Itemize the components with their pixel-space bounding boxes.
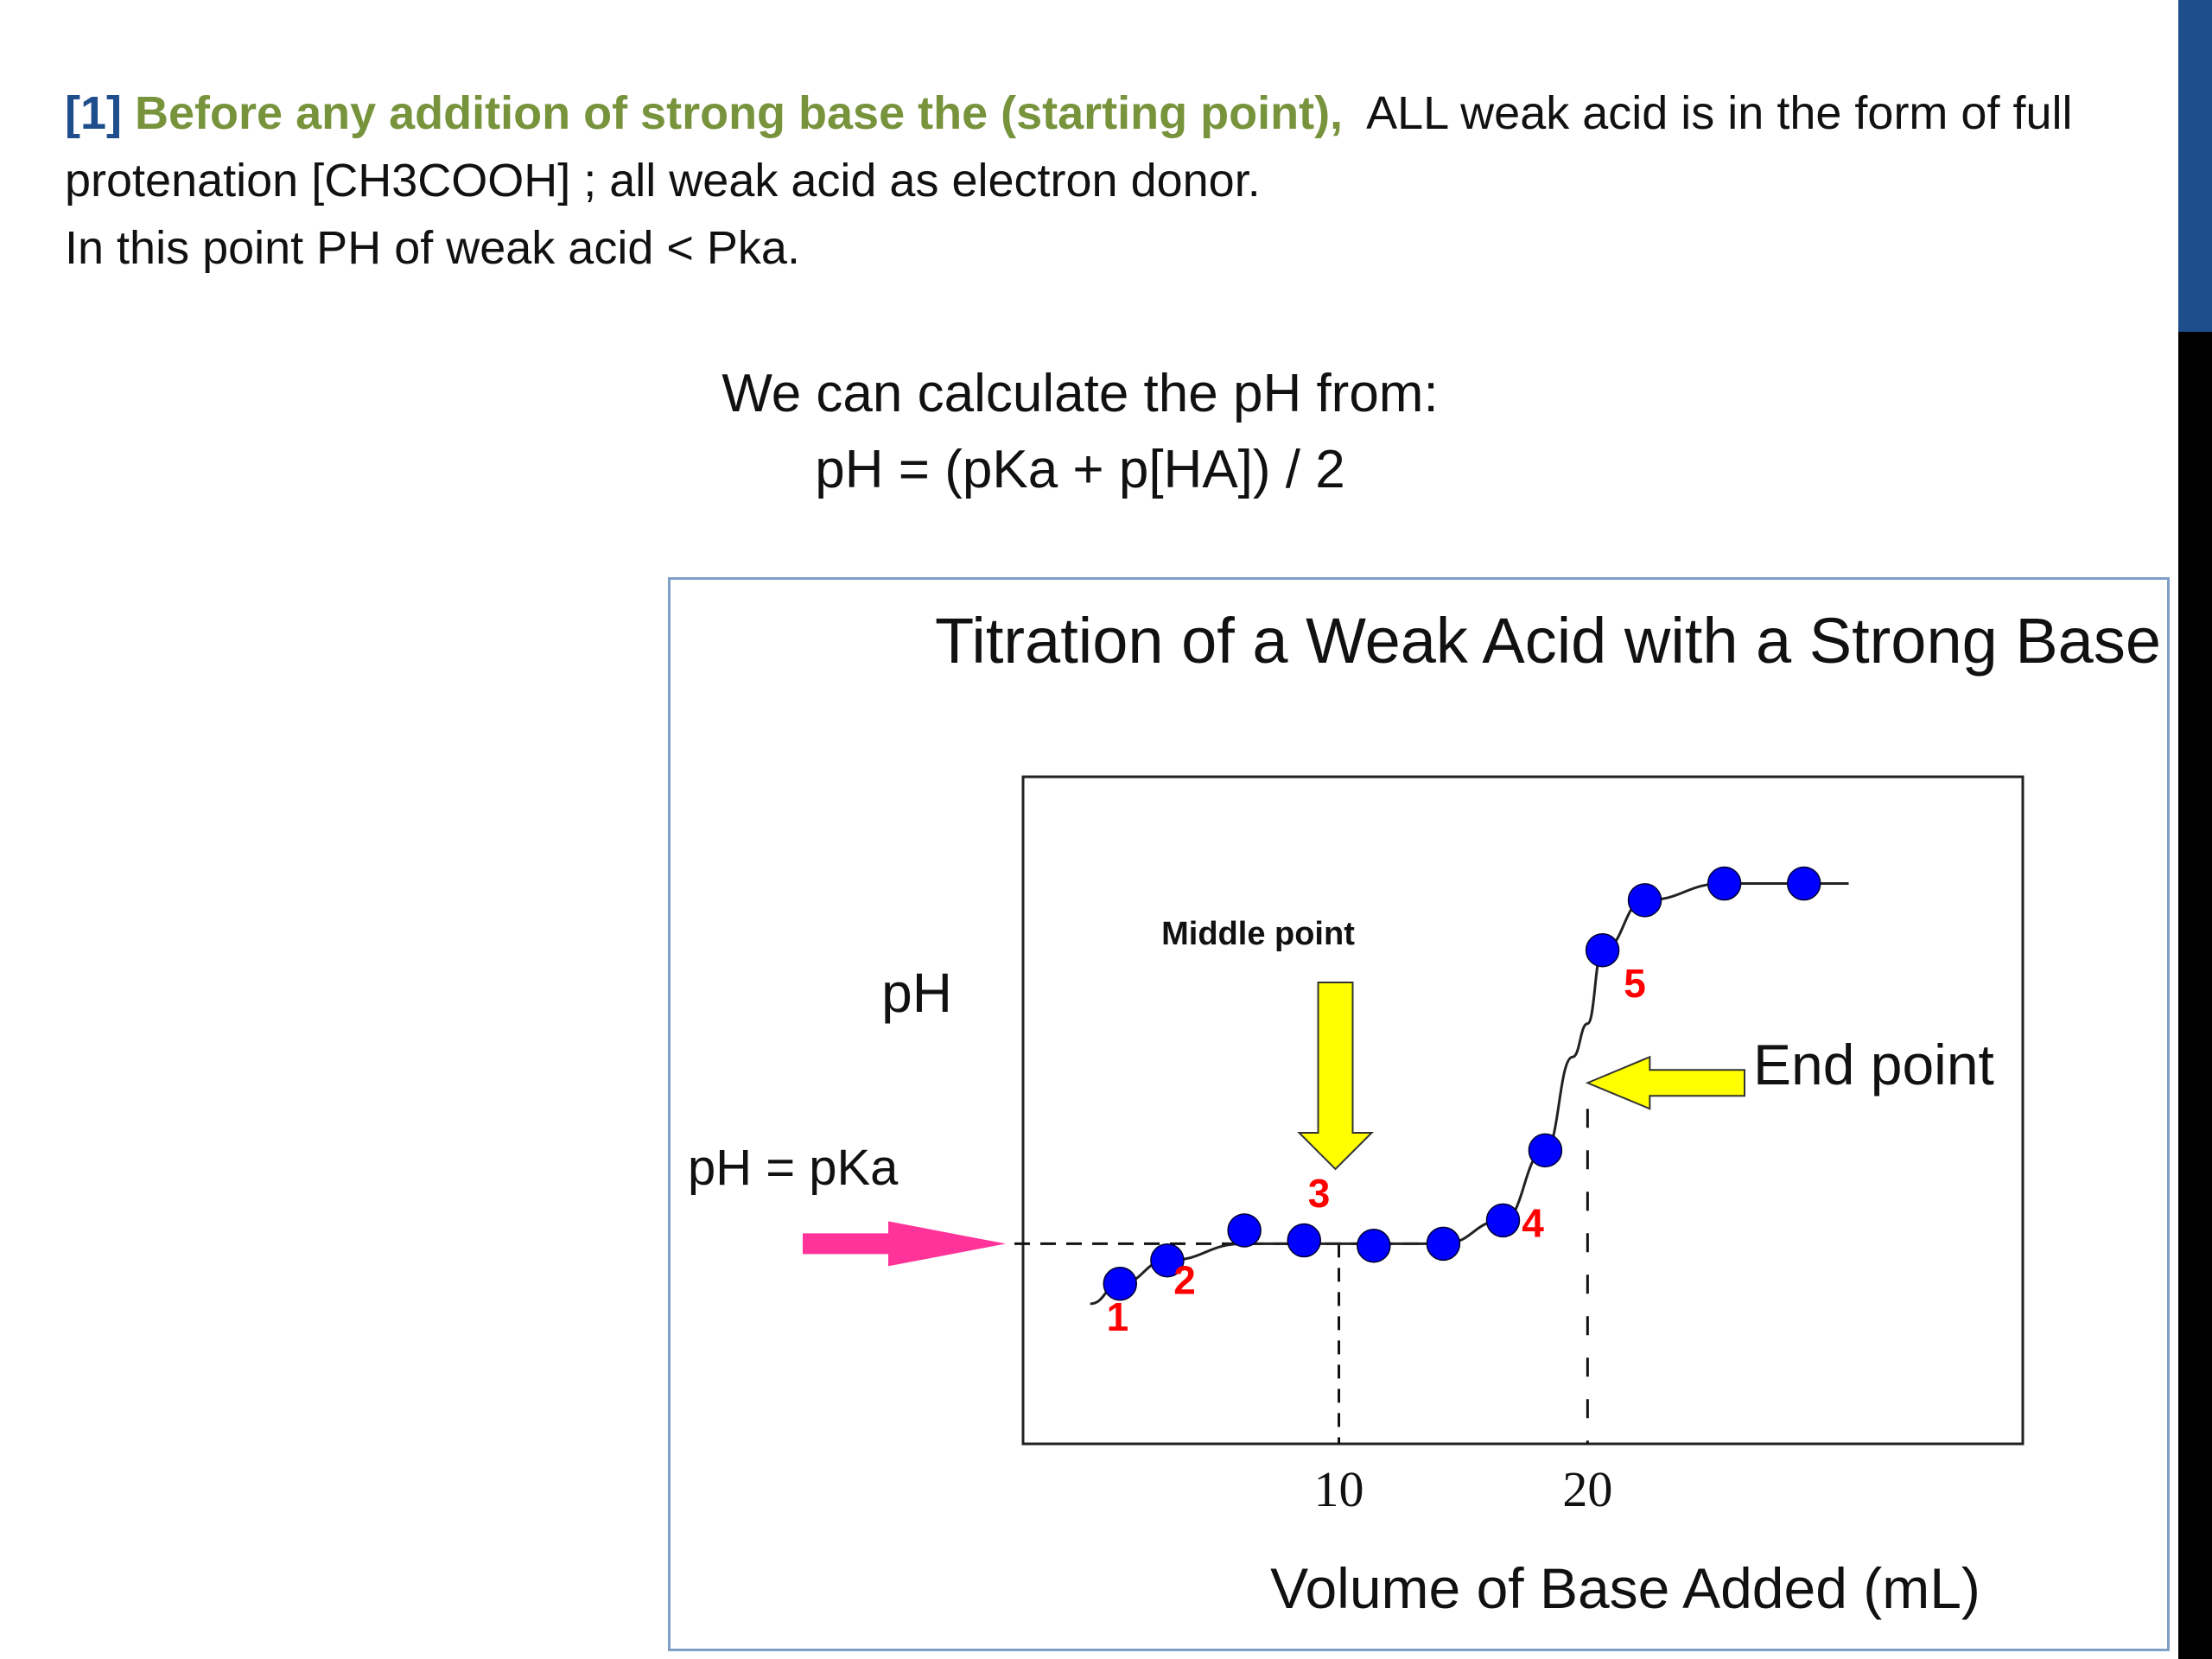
body-text-line2: In this point PH of weak acid < Pka. xyxy=(65,222,800,274)
slide-edge-bar xyxy=(2178,332,2212,1659)
point-label-3: 3 xyxy=(1307,1170,1331,1216)
point-label-5: 5 xyxy=(1624,960,1646,1006)
data-point-11 xyxy=(1708,868,1741,900)
middle-point-label: Middle point xyxy=(1161,916,1355,952)
formula-block xyxy=(605,356,1555,508)
data-point-3 xyxy=(1228,1214,1261,1247)
intro-paragraph xyxy=(65,79,2156,282)
chart-title: Titration of a Weak Acid with a Strong Base xyxy=(934,605,2161,677)
data-point-9 xyxy=(1586,934,1619,967)
end-point-arrow xyxy=(1587,1057,1745,1109)
formula-intro: We can calculate the pH from: xyxy=(721,364,1439,423)
data-point-4 xyxy=(1287,1224,1320,1257)
slide-accent-bar xyxy=(2178,0,2212,332)
y-axis-label: pH xyxy=(881,962,952,1024)
lead-text: Before any addition of strong base the (starting point), xyxy=(135,87,1344,139)
item-marker: [1] xyxy=(65,87,122,139)
body-text: ALL weak acid is in the form of full protenation [CH3COOH] ; all weak acid as electron donor. xyxy=(65,87,2073,207)
x-axis-label: Volume of Base Added (mL) xyxy=(1270,1556,1980,1620)
plot-area xyxy=(1023,777,2023,1444)
point-label-1: 1 xyxy=(1106,1294,1129,1339)
x-tick-label: 10 xyxy=(1313,1461,1364,1517)
data-point-5 xyxy=(1357,1230,1390,1262)
chart-frame xyxy=(668,577,2170,1651)
data-point-10 xyxy=(1629,884,1662,917)
titration-chart xyxy=(671,580,2167,1649)
formula: pH = (pKa + p[HA]) / 2 xyxy=(815,440,1345,499)
middle-point-arrow xyxy=(1300,982,1372,1169)
point-label-4: 4 xyxy=(1522,1200,1544,1246)
ph-pka-label: pH = pKa xyxy=(688,1140,899,1196)
end-point-label: End point xyxy=(1753,1033,1994,1096)
data-point-12 xyxy=(1788,868,1821,900)
data-point-8 xyxy=(1529,1134,1561,1166)
point-label-2: 2 xyxy=(1173,1257,1196,1303)
data-point-7 xyxy=(1486,1204,1519,1236)
pka-arrow xyxy=(803,1221,1006,1266)
data-point-6 xyxy=(1427,1227,1459,1260)
x-tick-label: 20 xyxy=(1562,1461,1613,1517)
